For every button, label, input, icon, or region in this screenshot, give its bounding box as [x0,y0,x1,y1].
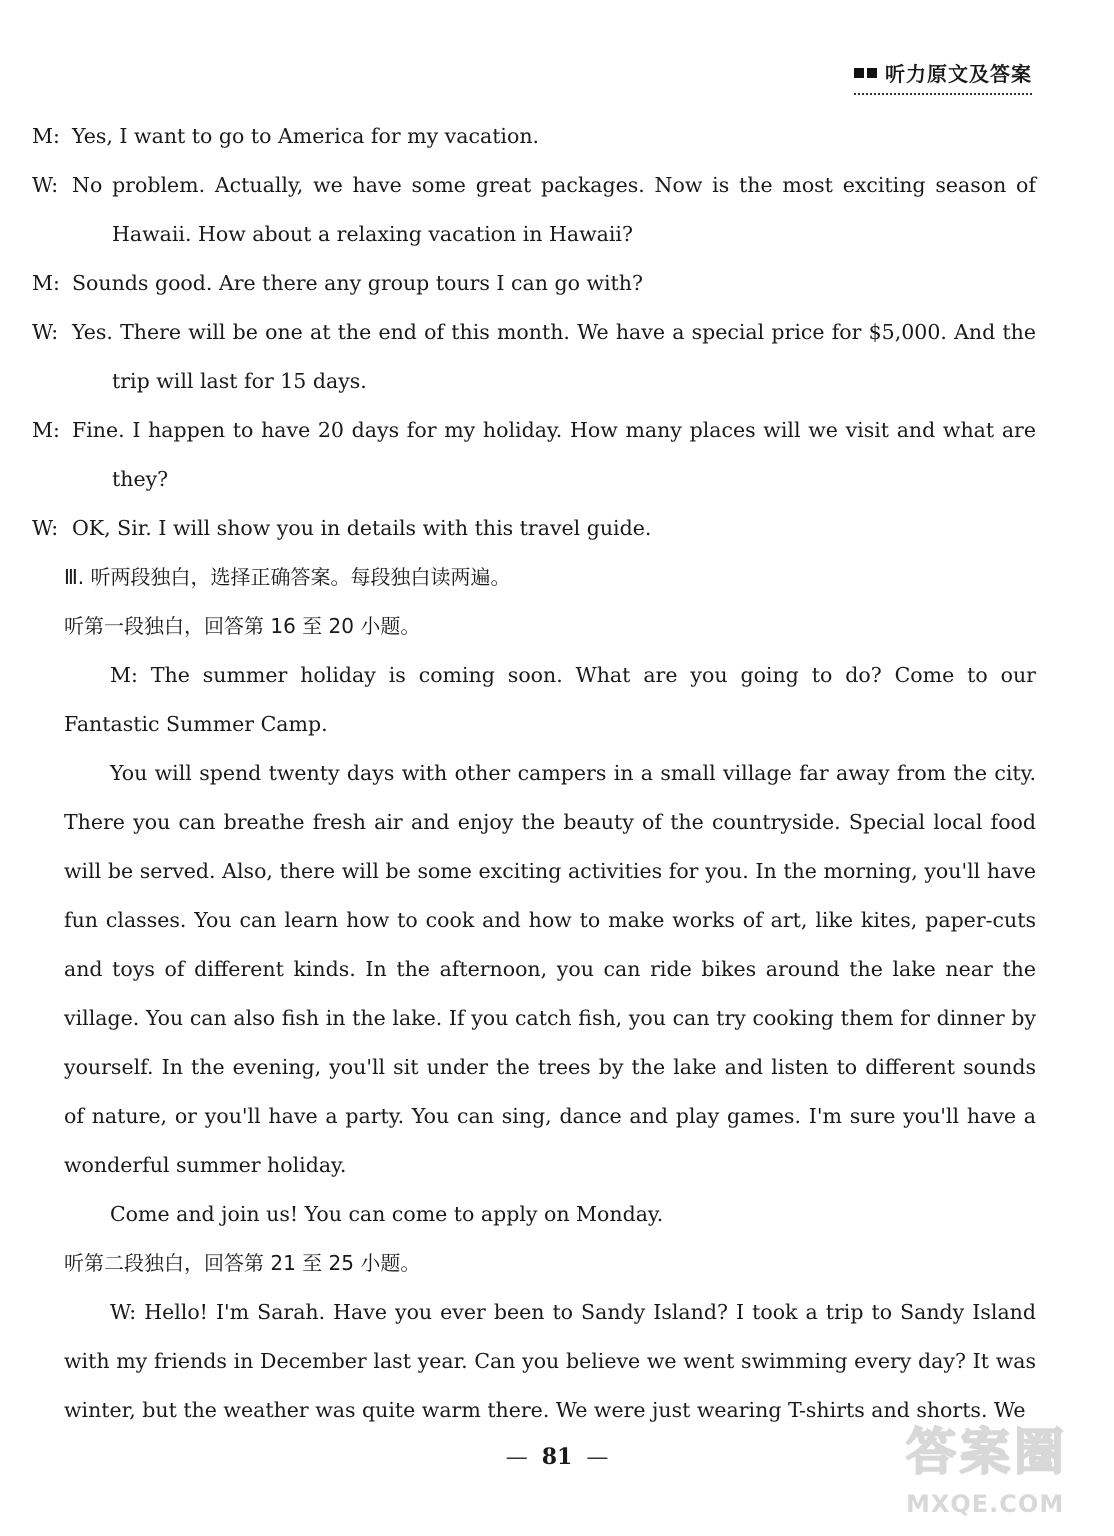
footer-dash: — [586,1445,609,1470]
monologue2-paragraph: W: Hello! I'm Sarah. Have you ever been to Sandy Island? I took a trip to Sandy Island with my friends in December last year. Can you believe we went swimming every day? It was winter, but the weather was quite warm there. We were just wearing T-shirts and shorts. We [64,1300,1036,1422]
monologue2-heading: 听第二段独白，回答第 21 至 25 小题。 [64,1251,421,1275]
watermark-logo-text: 答案圈 [906,1423,1068,1481]
dialogue-line: W: No problem. Actually, we have some great packages. Now is the most exciting season of Hawaii. How about a relaxing vacation in Hawaii? [32,173,1036,246]
line-text: Yes. There will be one at the end of this month. We have a special price for $5,000. And the trip will last for 15 days. [72,320,1036,393]
page-content [32,112,1036,1435]
line-text: No problem. Actually, we have some great packages. Now is the most exciting season of Hawaii. How about a relaxing vacation in Hawaii? [72,173,1036,246]
dialogue-line: M: Yes, I want to go to America for my vacation. [32,124,540,148]
monologue1-heading: 听第一段独白，回答第 16 至 20 小题。 [64,614,421,638]
watermark-logo [906,1412,1096,1522]
dialogue-line: M: Sounds good. Are there any group tours I can go with? [32,271,643,295]
header-title: 听力原文及答案 [885,62,1032,86]
dialogue-line: M: Fine. I happen to have 20 days for my holiday. How many places will we visit and what are they? [32,418,1036,491]
line-text: OK, Sir. I will show you in details with this travel guide. [72,516,652,540]
page-header [854,58,1032,95]
dialogue-line: W: OK, Sir. I will show you in details with this travel guide. [32,516,652,540]
line-text: Fine. I happen to have 20 days for my holiday. How many places will we visit and what are they? [72,418,1036,491]
line-text: Yes, I want to go to America for my vacation. [72,124,540,148]
monologue1-paragraph: M: The summer holiday is coming soon. What are you going to do? Come to our Fantastic Summer Camp. [64,663,1036,736]
watermark-site: MXQE.COM [906,1490,1065,1518]
monologue1-paragraph: You will spend twenty days with other campers in a small village far away from the city. There you can breathe fresh air and enjoy the beauty of the countryside. Special local food will be served. Also, there will be some exciting activities for you. In the morning, you'll have fun classes. You can learn how to cook and how to make works of art, like kites, paper-cuts and toys of different kinds. In the afternoon, you can ride bikes around the lake near the village. You can also fish in the lake. If you catch fish, you can try cooking them for dinner by yourself. In the evening, you'll sit under the trees by the lake and listen to different sounds of nature, or you'll have a party. You can sing, dance and play games. I'm sure you'll have a wonderful summer holiday. [64,761,1036,1177]
monologue1-paragraph: Come and join us! You can come to apply on Monday. [110,1202,664,1226]
page-number: 81 [541,1444,573,1470]
line-text: Sounds good. Are there any group tours I can go with? [72,271,643,295]
section-title: Ⅲ. 听两段独白，选择正确答案。每段独白读两遍。 [64,565,511,589]
header-squares-icon [854,68,877,78]
footer-dash: — [505,1445,528,1470]
dialogue-line: W: Yes. There will be one at the end of this month. We have a special price for $5,000. And the trip will last for 15 days. [32,320,1036,393]
